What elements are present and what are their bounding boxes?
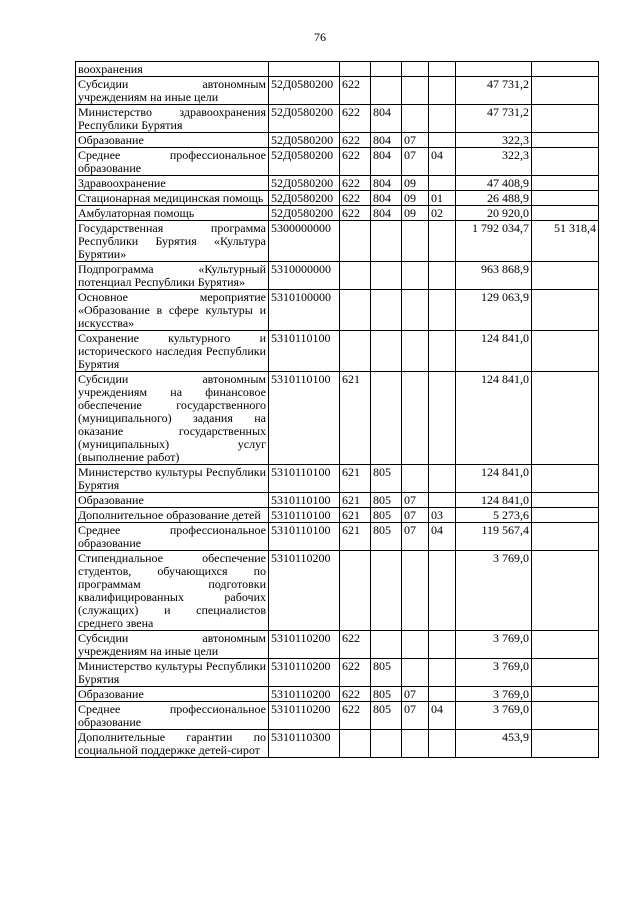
extra-amount-cell bbox=[532, 465, 599, 493]
ministry-code-cell: 805 bbox=[371, 687, 402, 702]
row-name-cell: Подпрограмма «Культурный потенциал Республики Бурятия» bbox=[76, 262, 269, 290]
expense-type-cell bbox=[340, 551, 371, 631]
ministry-code-cell bbox=[371, 372, 402, 465]
target-code-cell: 5310110200 bbox=[269, 687, 340, 702]
expense-type-cell: 622 bbox=[340, 687, 371, 702]
budget-table bbox=[75, 61, 599, 758]
table-row bbox=[76, 221, 599, 262]
subsection-cell bbox=[429, 62, 456, 77]
target-code-cell: 52Д0580200 bbox=[269, 133, 340, 148]
extra-amount-cell bbox=[532, 331, 599, 372]
amount-cell: 322,3 bbox=[456, 148, 532, 176]
row-name-cell: Субсидии автономным учреждениям на иные цели bbox=[76, 77, 269, 105]
amount-cell: 453,9 bbox=[456, 730, 532, 758]
target-code-cell: 5310110100 bbox=[269, 372, 340, 465]
amount-cell: 119 567,4 bbox=[456, 523, 532, 551]
table-row bbox=[76, 176, 599, 191]
extra-amount-cell bbox=[532, 191, 599, 206]
target-code-cell: 5310110100 bbox=[269, 331, 340, 372]
table-row bbox=[76, 659, 599, 687]
expense-type-cell bbox=[340, 730, 371, 758]
expense-type-cell: 622 bbox=[340, 105, 371, 133]
target-code-cell: 52Д0580200 bbox=[269, 176, 340, 191]
table-row bbox=[76, 493, 599, 508]
expense-type-cell: 621 bbox=[340, 508, 371, 523]
subsection-cell: 01 bbox=[429, 191, 456, 206]
table-body bbox=[76, 62, 599, 758]
row-name-cell: Среднее профессиональное образование bbox=[76, 702, 269, 730]
page-number: 76 bbox=[314, 30, 326, 44]
row-name-cell: Стипендиальное обеспечение студентов, обучающихся по программам подготовки квалифицированных рабочих (служащих) и специалистов среднего звена bbox=[76, 551, 269, 631]
subsection-cell bbox=[429, 176, 456, 191]
extra-amount-cell bbox=[532, 551, 599, 631]
extra-amount-cell bbox=[532, 659, 599, 687]
ministry-code-cell: 805 bbox=[371, 493, 402, 508]
ministry-code-cell bbox=[371, 290, 402, 331]
amount-cell: 5 273,6 bbox=[456, 508, 532, 523]
target-code-cell: 52Д0580200 bbox=[269, 191, 340, 206]
table-row bbox=[76, 372, 599, 465]
target-code-cell bbox=[269, 62, 340, 77]
subsection-cell bbox=[429, 465, 456, 493]
subsection-cell bbox=[429, 631, 456, 659]
amount-cell: 3 769,0 bbox=[456, 702, 532, 730]
subsection-cell bbox=[429, 290, 456, 331]
row-name-cell: Субсидии автономным учреждениям на иные цели bbox=[76, 631, 269, 659]
subsection-cell bbox=[429, 77, 456, 105]
section-cell bbox=[402, 465, 429, 493]
row-name-cell: Образование bbox=[76, 133, 269, 148]
amount-cell: 1 792 034,7 bbox=[456, 221, 532, 262]
subsection-cell: 04 bbox=[429, 148, 456, 176]
expense-type-cell bbox=[340, 262, 371, 290]
table-row bbox=[76, 730, 599, 758]
section-cell: 07 bbox=[402, 687, 429, 702]
expense-type-cell: 622 bbox=[340, 702, 371, 730]
ministry-code-cell: 804 bbox=[371, 206, 402, 221]
ministry-code-cell: 805 bbox=[371, 659, 402, 687]
ministry-code-cell: 804 bbox=[371, 191, 402, 206]
expense-type-cell: 622 bbox=[340, 176, 371, 191]
extra-amount-cell bbox=[532, 372, 599, 465]
amount-cell: 124 841,0 bbox=[456, 493, 532, 508]
subsection-cell: 03 bbox=[429, 508, 456, 523]
expense-type-cell bbox=[340, 62, 371, 77]
ministry-code-cell bbox=[371, 221, 402, 262]
ministry-code-cell: 804 bbox=[371, 176, 402, 191]
table-row bbox=[76, 551, 599, 631]
row-name-cell: Амбулаторная помощь bbox=[76, 206, 269, 221]
row-name-cell: Среднее профессиональное образование bbox=[76, 148, 269, 176]
target-code-cell: 5310100000 bbox=[269, 290, 340, 331]
section-cell bbox=[402, 262, 429, 290]
subsection-cell bbox=[429, 687, 456, 702]
expense-type-cell: 622 bbox=[340, 148, 371, 176]
expense-type-cell: 621 bbox=[340, 493, 371, 508]
expense-type-cell bbox=[340, 290, 371, 331]
amount-cell bbox=[456, 62, 532, 77]
section-cell: 09 bbox=[402, 176, 429, 191]
amount-cell: 124 841,0 bbox=[456, 331, 532, 372]
section-cell: 07 bbox=[402, 508, 429, 523]
table-row bbox=[76, 206, 599, 221]
expense-type-cell bbox=[340, 331, 371, 372]
ministry-code-cell bbox=[371, 77, 402, 105]
amount-cell: 20 920,0 bbox=[456, 206, 532, 221]
target-code-cell: 5310110100 bbox=[269, 508, 340, 523]
target-code-cell: 52Д0580200 bbox=[269, 105, 340, 133]
amount-cell: 963 868,9 bbox=[456, 262, 532, 290]
extra-amount-cell bbox=[532, 523, 599, 551]
target-code-cell: 5310110100 bbox=[269, 465, 340, 493]
table-row bbox=[76, 148, 599, 176]
table-row bbox=[76, 62, 599, 77]
ministry-code-cell: 805 bbox=[371, 465, 402, 493]
row-name-cell: Стационарная медицинская помощь bbox=[76, 191, 269, 206]
target-code-cell: 5300000000 bbox=[269, 221, 340, 262]
table-row bbox=[76, 105, 599, 133]
section-cell: 09 bbox=[402, 191, 429, 206]
amount-cell: 124 841,0 bbox=[456, 372, 532, 465]
subsection-cell: 04 bbox=[429, 523, 456, 551]
table-row bbox=[76, 465, 599, 493]
ministry-code-cell bbox=[371, 62, 402, 77]
subsection-cell bbox=[429, 262, 456, 290]
amount-cell: 47 731,2 bbox=[456, 77, 532, 105]
subsection-cell bbox=[429, 372, 456, 465]
subsection-cell bbox=[429, 221, 456, 262]
target-code-cell: 5310110200 bbox=[269, 631, 340, 659]
ministry-code-cell bbox=[371, 631, 402, 659]
section-cell bbox=[402, 331, 429, 372]
extra-amount-cell bbox=[532, 687, 599, 702]
amount-cell: 3 769,0 bbox=[456, 687, 532, 702]
subsection-cell bbox=[429, 105, 456, 133]
table-row bbox=[76, 133, 599, 148]
table-row bbox=[76, 77, 599, 105]
extra-amount-cell bbox=[532, 105, 599, 133]
expense-type-cell bbox=[340, 221, 371, 262]
subsection-cell bbox=[429, 551, 456, 631]
row-name-cell: Среднее профессиональное образование bbox=[76, 523, 269, 551]
amount-cell: 129 063,9 bbox=[456, 290, 532, 331]
target-code-cell: 52Д0580200 bbox=[269, 206, 340, 221]
target-code-cell: 52Д0580200 bbox=[269, 77, 340, 105]
extra-amount-cell bbox=[532, 730, 599, 758]
section-cell bbox=[402, 631, 429, 659]
extra-amount-cell bbox=[532, 508, 599, 523]
row-name-cell: Образование bbox=[76, 493, 269, 508]
extra-amount-cell bbox=[532, 206, 599, 221]
subsection-cell bbox=[429, 659, 456, 687]
ministry-code-cell: 805 bbox=[371, 702, 402, 730]
ministry-code-cell: 805 bbox=[371, 508, 402, 523]
target-code-cell: 5310110100 bbox=[269, 523, 340, 551]
section-cell bbox=[402, 659, 429, 687]
amount-cell: 124 841,0 bbox=[456, 465, 532, 493]
extra-amount-cell bbox=[532, 176, 599, 191]
expense-type-cell: 622 bbox=[340, 133, 371, 148]
ministry-code-cell: 805 bbox=[371, 523, 402, 551]
expense-type-cell: 622 bbox=[340, 191, 371, 206]
ministry-code-cell bbox=[371, 262, 402, 290]
row-name-cell: Дополнительное образование детей bbox=[76, 508, 269, 523]
ministry-code-cell: 804 bbox=[371, 105, 402, 133]
ministry-code-cell bbox=[371, 331, 402, 372]
target-code-cell: 5310110200 bbox=[269, 702, 340, 730]
target-code-cell: 5310110200 bbox=[269, 659, 340, 687]
row-name-cell: Субсидии автономным учреждениям на финансовое обеспечение государственного (муниципального) задания на оказание государственных (муниципальных) услуг (выполнение работ) bbox=[76, 372, 269, 465]
extra-amount-cell bbox=[532, 493, 599, 508]
table-row bbox=[76, 290, 599, 331]
extra-amount-cell: 51 318,4 bbox=[532, 221, 599, 262]
row-name-cell: Образование bbox=[76, 687, 269, 702]
expense-type-cell: 622 bbox=[340, 631, 371, 659]
table-row bbox=[76, 523, 599, 551]
section-cell bbox=[402, 221, 429, 262]
section-cell: 07 bbox=[402, 493, 429, 508]
expense-type-cell: 621 bbox=[340, 372, 371, 465]
amount-cell: 3 769,0 bbox=[456, 631, 532, 659]
extra-amount-cell bbox=[532, 148, 599, 176]
extra-amount-cell bbox=[532, 702, 599, 730]
table-row bbox=[76, 262, 599, 290]
ministry-code-cell: 804 bbox=[371, 148, 402, 176]
extra-amount-cell bbox=[532, 77, 599, 105]
table-row bbox=[76, 687, 599, 702]
expense-type-cell: 621 bbox=[340, 523, 371, 551]
row-name-cell: Дополнительные гарантии по социальной поддержке детей-сирот bbox=[76, 730, 269, 758]
expense-type-cell: 622 bbox=[340, 77, 371, 105]
section-cell: 09 bbox=[402, 206, 429, 221]
amount-cell: 3 769,0 bbox=[456, 551, 532, 631]
subsection-cell bbox=[429, 493, 456, 508]
row-name-cell: Сохранение культурного и исторического наследия Республики Бурятия bbox=[76, 331, 269, 372]
target-code-cell: 5310110200 bbox=[269, 551, 340, 631]
section-cell bbox=[402, 372, 429, 465]
subsection-cell bbox=[429, 730, 456, 758]
subsection-cell: 02 bbox=[429, 206, 456, 221]
row-name-cell: Здравоохранение bbox=[76, 176, 269, 191]
section-cell bbox=[402, 730, 429, 758]
section-cell: 07 bbox=[402, 523, 429, 551]
row-name-cell: Государственная программа Республики Бурятия «Культура Бурятии» bbox=[76, 221, 269, 262]
target-code-cell: 5310000000 bbox=[269, 262, 340, 290]
extra-amount-cell bbox=[532, 631, 599, 659]
extra-amount-cell bbox=[532, 133, 599, 148]
section-cell bbox=[402, 62, 429, 77]
expense-type-cell: 622 bbox=[340, 659, 371, 687]
table-row bbox=[76, 631, 599, 659]
section-cell: 07 bbox=[402, 702, 429, 730]
section-cell bbox=[402, 105, 429, 133]
target-code-cell: 5310110300 bbox=[269, 730, 340, 758]
ministry-code-cell bbox=[371, 730, 402, 758]
table-row bbox=[76, 508, 599, 523]
ministry-code-cell: 804 bbox=[371, 133, 402, 148]
expense-type-cell: 622 bbox=[340, 206, 371, 221]
subsection-cell: 04 bbox=[429, 702, 456, 730]
table-row bbox=[76, 191, 599, 206]
extra-amount-cell bbox=[532, 62, 599, 77]
target-code-cell: 52Д0580200 bbox=[269, 148, 340, 176]
subsection-cell bbox=[429, 331, 456, 372]
section-cell bbox=[402, 290, 429, 331]
amount-cell: 3 769,0 bbox=[456, 659, 532, 687]
expense-type-cell: 621 bbox=[340, 465, 371, 493]
ministry-code-cell bbox=[371, 551, 402, 631]
section-cell: 07 bbox=[402, 148, 429, 176]
subsection-cell bbox=[429, 133, 456, 148]
amount-cell: 322,3 bbox=[456, 133, 532, 148]
row-name-cell: Основное мероприятие «Образование в сфере культуры и искусства» bbox=[76, 290, 269, 331]
amount-cell: 47 731,2 bbox=[456, 105, 532, 133]
extra-amount-cell bbox=[532, 290, 599, 331]
extra-amount-cell bbox=[532, 262, 599, 290]
row-name-cell: воохранения bbox=[76, 62, 269, 77]
amount-cell: 26 488,9 bbox=[456, 191, 532, 206]
row-name-cell: Министерство культуры Республики Бурятия bbox=[76, 465, 269, 493]
section-cell bbox=[402, 551, 429, 631]
table-row bbox=[76, 702, 599, 730]
row-name-cell: Министерство культуры Республики Бурятия bbox=[76, 659, 269, 687]
table-row bbox=[76, 331, 599, 372]
amount-cell: 47 408,9 bbox=[456, 176, 532, 191]
section-cell bbox=[402, 77, 429, 105]
row-name-cell: Министерство здравоохранения Республики Бурятия bbox=[76, 105, 269, 133]
target-code-cell: 5310110100 bbox=[269, 493, 340, 508]
section-cell: 07 bbox=[402, 133, 429, 148]
